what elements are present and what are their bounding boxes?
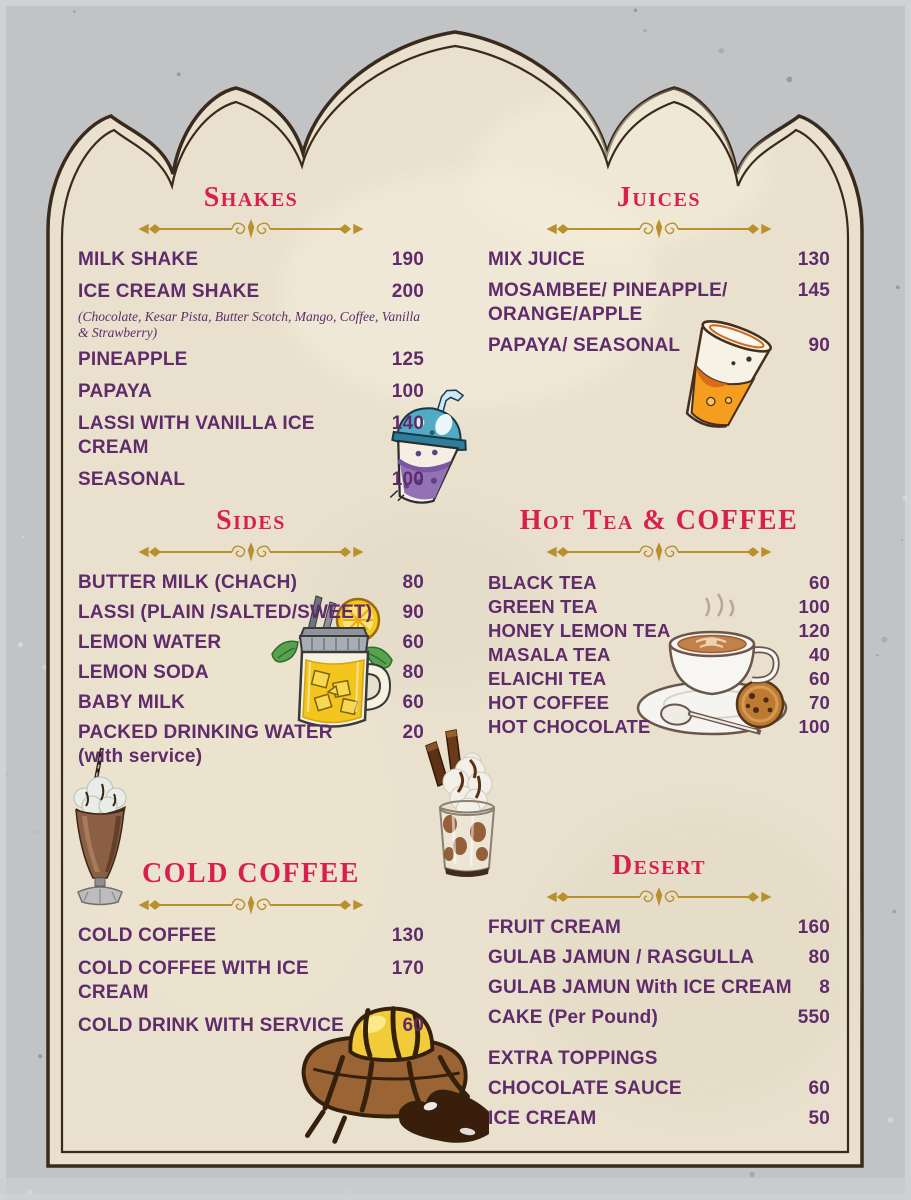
item-price: 20 [402, 722, 424, 743]
section-hot-tea-coffee [488, 505, 830, 739]
item-price: 40 [809, 644, 830, 665]
item-price: 200 [391, 281, 424, 302]
item-price: 80 [402, 572, 424, 593]
menu-item-row [488, 571, 830, 594]
item-name: GREEN TEA [488, 596, 598, 617]
item-price: 550 [797, 1007, 830, 1028]
item-name: COLD COFFEE WITH ICE CREAM [78, 958, 309, 1003]
section-divider [546, 542, 772, 562]
section-items [78, 924, 424, 1038]
item-name: MASALA TEA [488, 644, 611, 665]
section-title: Desert [611, 850, 707, 881]
item-price: 60 [809, 572, 830, 593]
item-name: LASSI WITH VANILLA ICE CREAM [78, 413, 315, 458]
item-name: PACKED DRINKING WATER (with service) [78, 722, 333, 767]
menu-item-row [78, 957, 424, 1005]
section-juices [488, 182, 830, 365]
menu-item-row [488, 1047, 830, 1071]
section-title: COLD COFFEE [142, 858, 360, 889]
menu-item-row [488, 643, 830, 666]
item-name: LEMON SODA [78, 662, 209, 683]
item-price: 80 [808, 947, 830, 968]
item-price: 120 [798, 620, 830, 641]
item-price: 130 [391, 925, 424, 946]
item-price: 100 [391, 381, 424, 402]
section-divider [138, 542, 364, 562]
menu-item-row [488, 715, 830, 738]
item-name: MOSAMBEE/ PINEAPPLE/ ORANGE/APPLE [488, 280, 728, 325]
section-sides [78, 505, 424, 775]
section-items [78, 248, 424, 492]
menu-item-row [78, 348, 424, 372]
menu-item-row [488, 1077, 830, 1101]
item-note: (Chocolate, Kesar Pista, Butter Scotch, Mango, Coffee, Vanilla & Strawberry) [78, 309, 420, 340]
item-name: BLACK TEA [488, 572, 597, 593]
item-name: COLD COFFEE [78, 925, 217, 946]
item-name: GULAB JAMUN / RASGULLA [488, 947, 755, 968]
menu-item-row [78, 691, 424, 715]
item-name: HOT CHOCOLATE [488, 716, 651, 737]
item-name: MIX JUICE [488, 249, 585, 270]
item-name: HONEY LEMON TEA [488, 620, 671, 641]
menu-item-row [78, 571, 424, 595]
item-price: 100 [798, 716, 830, 737]
menu-item-row [78, 412, 424, 460]
menu-item-row [488, 1006, 830, 1030]
section-shakes [78, 182, 424, 500]
item-price: 125 [391, 349, 424, 370]
menu-item-row [488, 667, 830, 690]
item-name: HOT COFFEE [488, 692, 610, 713]
item-name-line2: ORANGE/APPLE [488, 304, 643, 325]
item-price: 100 [798, 596, 830, 617]
item-price: 130 [797, 249, 830, 270]
item-name: BABY MILK [78, 692, 186, 713]
item-price: 145 [797, 280, 830, 301]
menu-item-row [78, 380, 424, 404]
menu-item-row [78, 1014, 424, 1038]
menu-item-row [488, 691, 830, 714]
section-title: Shakes [203, 182, 299, 213]
section-title: Sides [216, 505, 286, 536]
item-name: LASSI (PLAIN /SALTED/SWEET) [78, 602, 373, 623]
item-name: ICE CREAM SHAKE [78, 281, 260, 302]
item-price: 8 [819, 977, 830, 998]
item-price: 50 [808, 1108, 830, 1129]
item-name: ICE CREAM [488, 1108, 597, 1129]
item-price: 90 [402, 602, 424, 623]
item-name: CHOCOLATE SAUCE [488, 1078, 682, 1099]
item-price: 70 [809, 692, 830, 713]
section-cold-coffee [78, 858, 424, 1047]
item-name: CAKE (Per Pound) [488, 1007, 658, 1028]
item-name: BUTTER MILK (CHACH) [78, 572, 298, 593]
menu-item-row [488, 916, 830, 940]
section-title: Hot Tea & COFFEE [519, 505, 799, 536]
section-divider [546, 219, 772, 239]
item-price: 60 [402, 692, 424, 713]
menu-item-row [78, 601, 424, 625]
item-price: 80 [402, 662, 424, 683]
item-price: 60 [402, 632, 424, 653]
menu-item-row [78, 468, 424, 492]
section-desert [488, 850, 830, 1137]
section-items [488, 571, 830, 738]
item-price: 60 [809, 668, 830, 689]
menu-item-row [488, 595, 830, 618]
menu-item-row [488, 334, 830, 358]
item-name: PAPAYA/ SEASONAL [488, 335, 681, 356]
item-price: 90 [808, 335, 830, 356]
item-name: FRUIT CREAM [488, 917, 622, 938]
menu-item-row [78, 924, 424, 948]
item-price: 140 [391, 413, 424, 434]
section-items [488, 248, 830, 358]
menu-item-row [488, 248, 830, 272]
item-name: LEMON WATER [78, 632, 222, 653]
item-name: SEASONAL [78, 469, 186, 490]
section-divider [138, 895, 364, 915]
section-items [78, 571, 424, 769]
item-price: 170 [391, 958, 424, 979]
item-name-line2: (with service) [78, 746, 203, 767]
menu-item-row [488, 946, 830, 970]
menu-item-row [78, 721, 424, 769]
item-price: 60 [402, 1015, 424, 1036]
item-price: 160 [797, 917, 830, 938]
section-items [488, 916, 830, 1131]
item-price: 190 [391, 249, 424, 270]
menu-item-row [78, 631, 424, 655]
section-title: Juices [616, 182, 702, 213]
menu-item-row [78, 661, 424, 685]
menu-item-row [488, 279, 830, 327]
item-name: EXTRA TOPPINGS [488, 1048, 658, 1069]
item-name: COLD DRINK WITH SERVICE [78, 1015, 345, 1036]
menu-item-row [488, 619, 830, 642]
item-name: PAPAYA [78, 381, 153, 402]
menu-item-row [488, 1107, 830, 1131]
item-price: 60 [808, 1078, 830, 1099]
section-divider [546, 887, 772, 907]
item-name: PINEAPPLE [78, 349, 188, 370]
menu-item-row [78, 248, 424, 272]
item-name: MILK SHAKE [78, 249, 199, 270]
menu-item-row [78, 280, 424, 304]
item-name: GULAB JAMUN With ICE CREAM [488, 977, 792, 998]
menu-item-row [488, 976, 830, 1000]
item-name: ELAICHI TEA [488, 668, 607, 689]
section-divider [138, 219, 364, 239]
item-price: 100 [391, 469, 424, 490]
